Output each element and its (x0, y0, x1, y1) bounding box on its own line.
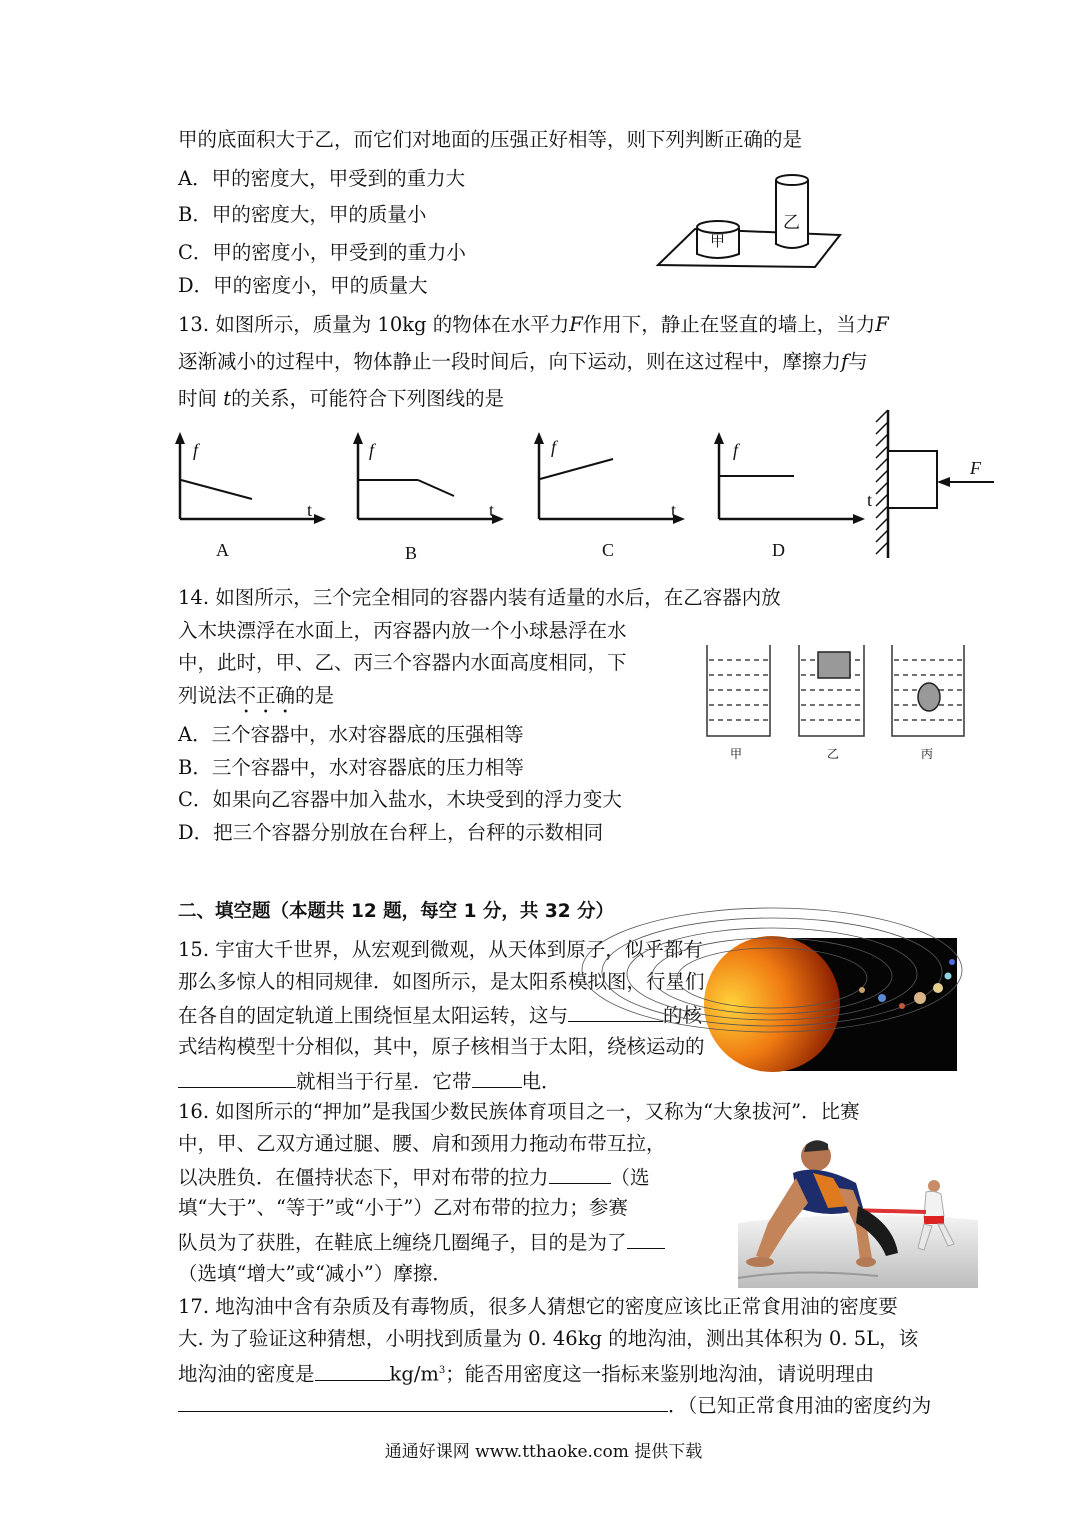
q12-label-yi: 乙 (783, 213, 800, 232)
q13-graph-c-ylabel: f (551, 437, 557, 457)
q13-graph-a-option: A (216, 540, 229, 560)
q12-figure (655, 172, 845, 272)
q16-blank-2[interactable] (627, 1228, 665, 1249)
q15-blank-3[interactable] (472, 1067, 522, 1088)
q14-option-b: B．三个容器中，水对容器底的压力相等 (178, 756, 524, 779)
q13-graph-b-option: B (405, 543, 418, 563)
q12-option-b: B．甲的密度大，甲的质量小 (178, 203, 427, 226)
q17-blank-density[interactable] (315, 1360, 390, 1381)
q14-line3: 中，此时，甲、乙、丙三个容器内水面高度相同，下 (178, 651, 627, 674)
section2-heading: 二、填空题（本题共 12 题，每空 1 分，共 32 分） (178, 901, 615, 922)
q16-line1: 16. 如图所示的“押加”是我国少数民族体育项目之一，又称为“大象拔河”．比赛 (178, 1100, 860, 1123)
q17-line2: 大. 为了验证这种猜想，小明找到质量为 0. 46kg 的地沟油，测出其体积为 0. 5L，该 (178, 1327, 919, 1350)
q16-line5: 队员为了获胜，在鞋底上缠绕几圈绳子，目的是为了 (178, 1228, 665, 1256)
q12-option-c: C．甲的密度小，甲受到的重力小 (178, 241, 466, 264)
q17-line3: 地沟油的密度是 $kg/m^3$；能否用密度这一指标来鉴别地沟油，请说明理由 (178, 1358, 874, 1388)
q14-option-c: C．如果向乙容器中加入盐水，木块受到的浮力变大 (178, 788, 622, 811)
q14-emphasis: 不正确 (236, 684, 296, 707)
q13-wall-t-label: t (867, 490, 873, 510)
q14-label-bing: 丙 (921, 747, 934, 761)
q13-graph-d-ylabel: f (733, 440, 739, 460)
q14-line1: 14. 如图所示，三个完全相同的容器内装有适量的水后，在乙容器内放 (178, 586, 781, 609)
q13-graph-d-option: D (772, 540, 785, 560)
q16-blank-1[interactable] (549, 1163, 611, 1184)
q12-stem-tail: 甲的底面积大于乙，而它们对地面的压强正好相等，则下列判断正确的是 (178, 128, 803, 151)
q16-line4: 填“大于”、“等于”或“小于”）乙对布带的拉力；参赛 (178, 1196, 628, 1219)
q16-line6: （选填“增大”或“减小”）摩擦． (178, 1262, 452, 1285)
q15-blank-2[interactable] (178, 1067, 296, 1088)
page-footer: 通通好课网 www.tthaoke.com 提供下载 (384, 1442, 703, 1462)
q13-line2: 逐渐减小的过程中，物体静止一段时间后，向下运动，则在这过程中，摩擦力f与 (178, 350, 868, 373)
q12-label-jia: 甲 (710, 234, 726, 250)
q15-line4: 式结构模型十分相似，其中，原子核相当于太阳，绕核运动的 (178, 1035, 705, 1058)
q15-blank-1[interactable] (568, 1001, 663, 1022)
q12-option-a: A．甲的密度大，甲受到的重力大 (178, 167, 466, 190)
q13-graph-c-option: C (602, 540, 615, 560)
q13-wall-figure (866, 408, 996, 558)
q15-line1: 15. 宇宙大千世界，从宏观到微观，从天体到原子，似乎都有 (178, 938, 703, 961)
q13-graph-c-xlabel: t (671, 500, 677, 520)
q17-blank-reason[interactable] (178, 1391, 668, 1412)
q15-line3: 在各自的固定轨道上围绕恒星太阳运转，这与 的核 (178, 1001, 702, 1029)
q13-graph-a-ylabel: f (193, 440, 199, 460)
q13-graph-b-ylabel: f (369, 440, 375, 460)
q16-line2: 中，甲、乙双方通过腿、腰、肩和颈用力拖动布带互拉， (178, 1132, 666, 1155)
q15-line2: 那么多惊人的相同规律．如图所示，是太阳系模拟图，行星们 (178, 970, 705, 993)
solar-system-image (762, 938, 957, 1071)
q13-line3: 时间 t的关系，可能符合下列图线的是 (178, 387, 505, 410)
q14-label-jia: 甲 (730, 747, 743, 761)
q16-line3: 以决胜负．在僵持状态下，甲对布带的拉力 （选 (178, 1163, 650, 1191)
q14-containers-figure (702, 640, 972, 740)
q15-line5: 就相当于行星．它带 电． (178, 1067, 561, 1095)
q14-label-yi: 乙 (827, 747, 840, 761)
q14-line4: 列说法不正确的是 (178, 684, 335, 707)
q17-line4: ．（已知正常食用油的密度约为 (178, 1391, 931, 1419)
q17-line1: 17. 地沟油中含有杂质及有毒物质，很多人猜想它的密度应该比正常食用油的密度要 (178, 1295, 898, 1318)
q13-line1: 13. 如图所示，质量为 10kg 的物体在水平力F作用下，静止在竖直的墙上，当力F (178, 313, 889, 336)
q14-option-a: A．三个容器中，水对容器底的压强相等 (178, 723, 524, 746)
q13-force-label: F (970, 458, 981, 478)
q14-line2: 入木块漂浮在水面上，丙容器内放一个小球悬浮在水 (178, 619, 627, 642)
yajia-photo (738, 1128, 978, 1288)
q13-graph-a-xlabel: t (307, 500, 313, 520)
q13-graph-b-xlabel: t (489, 500, 495, 520)
q14-option-d: D．把三个容器分别放在台秤上，台秤的示数相同 (178, 821, 604, 844)
q12-option-d: D．甲的密度小，甲的质量大 (178, 274, 428, 297)
